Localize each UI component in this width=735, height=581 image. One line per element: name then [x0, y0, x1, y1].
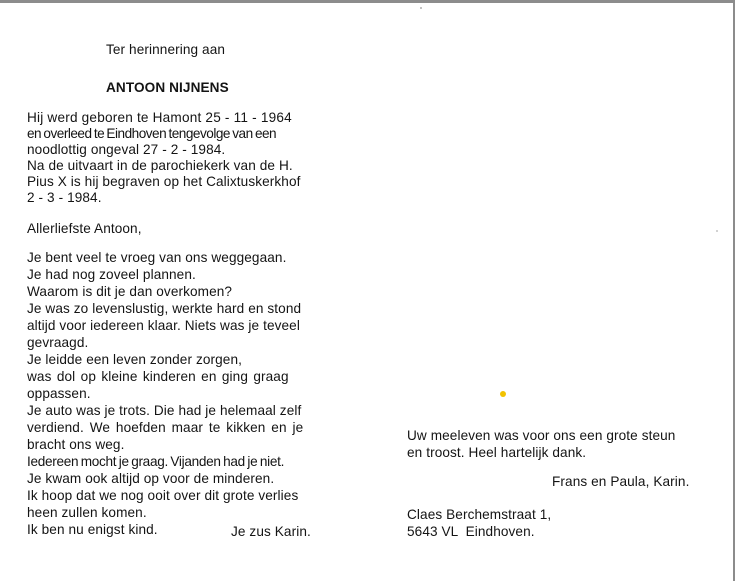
bio-line: Pius X is hij begraven op het Calixtuskerkhof [27, 174, 301, 189]
bio-line: 2 - 3 - 1984. [27, 190, 102, 205]
poem-line: oppassen. [27, 386, 91, 401]
address-line: Claes Berchemstraat 1, [407, 507, 552, 522]
poem-line: Iedereen mocht je graag. Vijanden had je niet. [27, 454, 285, 469]
salutation: Allerliefste Antoon, [27, 221, 142, 236]
thanks-line: Uw meeleven was voor ons een grote steun [407, 428, 676, 443]
bio-line: Na de uitvaart in de parochiekerk van de H. [27, 158, 293, 173]
address-line: 5643 VL Eindhoven. [407, 524, 535, 539]
poem-line: Je leidde een leven zonder zorgen, [27, 352, 243, 367]
poem-line: Je bent veel te vroeg van ons weggegaan. [27, 250, 287, 265]
poem-line: Ik hoop dat we nog ooit over dit grote verlies [27, 488, 299, 503]
poem-line: Waarom is dit je dan overkomen? [27, 284, 233, 299]
top-border [0, 0, 735, 3]
yellow-speck [500, 391, 506, 397]
poem-line: Je was zo levenslustig, werkte hard en stond [27, 301, 302, 316]
poem-line: Je auto was je trots. Die had je helemaal zelf [27, 403, 302, 418]
poem-line: heen zullen komen. [27, 505, 147, 520]
poem-line: Je kwam ook altijd op voor de minderen. [27, 471, 275, 486]
dust-speck [420, 7, 422, 9]
poem-line: Je had nog zoveel plannen. [27, 267, 196, 282]
poem-line: Ik ben nu enigst kind. [27, 522, 158, 537]
bio-line: noodlottig ongeval 27 - 2 - 1984. [27, 142, 226, 157]
poem-line: was dol op kleine kinderen en ging graag [27, 369, 289, 384]
poem-line: verdiend. We hoefden maar te kikken en je [27, 420, 304, 435]
thanks-signature: Frans en Paula, Karin. [552, 474, 690, 489]
poem-line: bracht ons weg. [27, 437, 125, 452]
dust-speck [716, 230, 718, 232]
thanks-line: en troost. Heel hartelijk dank. [407, 445, 587, 460]
poem-line: gevraagd. [27, 335, 89, 350]
poem-signature: Je zus Karin. [231, 524, 311, 539]
memorial-intro: Ter herinnering aan [106, 42, 226, 57]
deceased-name: ANTOON NIJNENS [106, 80, 229, 95]
poem-line: altijd voor iedereen klaar. Niets was je teveel [27, 318, 300, 333]
bio-line: en overleed te Eindhoven tengevolge van een [27, 126, 277, 141]
bio-line: Hij werd geboren te Hamont 25 - 11 - 1964 [27, 110, 292, 125]
